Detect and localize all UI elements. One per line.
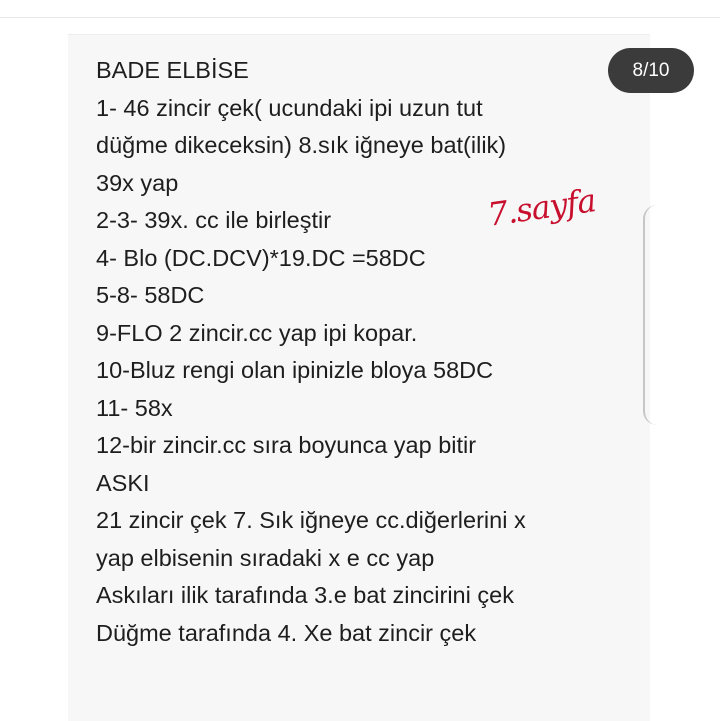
text-line: 2-3- 39x. cc ile birleştir bbox=[96, 207, 332, 233]
pattern-text bbox=[96, 52, 526, 652]
text-line: 10-Bluz rengi olan ipinizle bloya 58DC bbox=[96, 357, 494, 383]
text-line: yap elbisenin sıradaki x e cc yap bbox=[96, 544, 435, 571]
text-line: 12-bir zincir.cc sıra boyunca yap bitir bbox=[96, 432, 477, 458]
text-line: düğme dikeceksin) 8.sık iğneye bat(ilik) bbox=[96, 132, 507, 158]
page-counter-badge: 8/10 bbox=[608, 48, 694, 93]
top-divider bbox=[0, 17, 720, 18]
text-line: 11- 58x bbox=[96, 394, 173, 421]
text-line: Düğme tarafında 4. Xe bat zincir çek bbox=[96, 619, 477, 646]
text-line: BADE ELBİSE bbox=[96, 57, 249, 83]
text-line: Askıları ilik tarafında 3.e bat zincirini çek bbox=[96, 582, 514, 608]
handwritten-note: 7.sayfa bbox=[485, 181, 598, 234]
text-line: 39x yap bbox=[96, 169, 179, 196]
scroll-edge[interactable] bbox=[643, 205, 657, 425]
text-line: 4- Blo (DC.DCV)*19.DC =58DC bbox=[96, 244, 426, 271]
text-line: 1- 46 zincir çek( ucundaki ipi uzun tut bbox=[96, 94, 483, 121]
text-line: 21 zincir çek 7. Sık iğneye cc.diğerlerini x bbox=[96, 507, 526, 533]
text-line: 9-FLO 2 zincir.cc yap ipi kopar. bbox=[96, 319, 418, 346]
text-line: 5-8- 58DC bbox=[96, 282, 205, 308]
text-line: ASKI bbox=[96, 469, 150, 496]
